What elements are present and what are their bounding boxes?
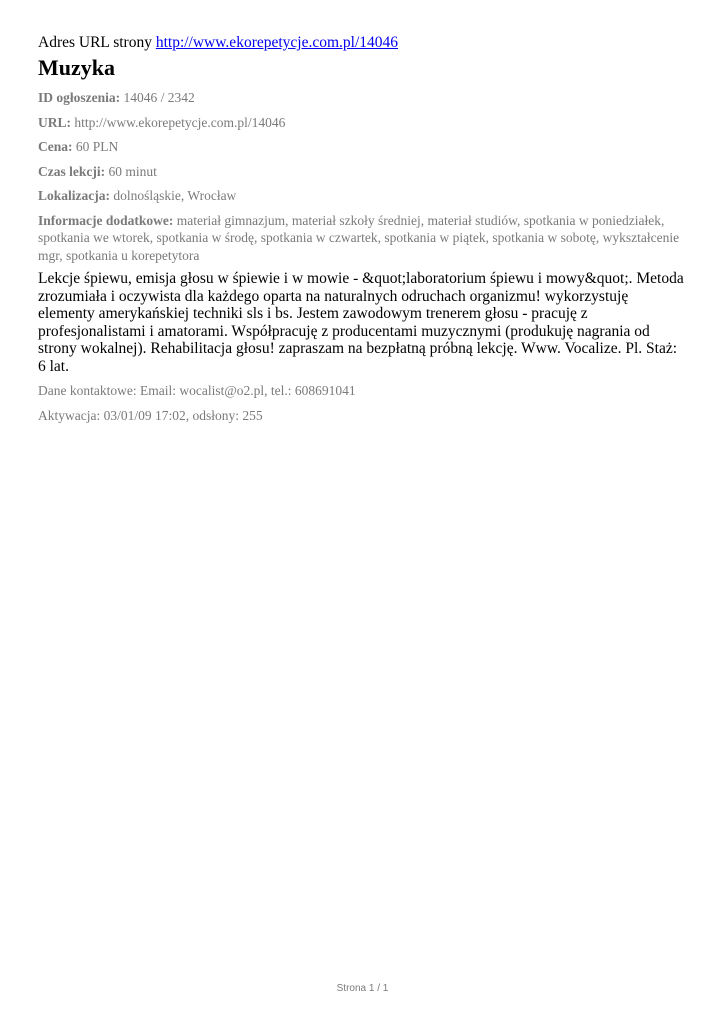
- field-additional-info-value: materiał gimnazjum, materiał szkoły średniej, materiał studiów, spotkania w poniedziałek, spotkania we wtorek, spotkania w środę, spotkania w czwartek, spotkania w piątek, spotkania w sobotę, wykształcenie mgr, spotkania u korepetytora: [38, 212, 680, 263]
- page-title: Muzyka: [38, 55, 115, 80]
- field-additional-info: [38, 212, 688, 265]
- field-price: [38, 138, 688, 156]
- field-id: [38, 89, 688, 107]
- activation-info: Aktywacja: 03/01/09 17:02, odsłony: 255: [38, 407, 263, 423]
- ad-description: Lekcje śpiewu, emisja głosu w śpiewie i w mowie - &quot;laboratorium śpiewu i mowy&quot;. Metoda zrozumiała i oczywista dla każdego oparta na naturalnych odruchach organizmu! wykorzystuję elementy amerykańskiej techniki sls i bs. Jestem zawodowym trenerem głosu - pracuję z profesjonalistami i amatorami. Współpracuję z producentami muzycznymi (produkuję nagrania od strony wokalnej). Rehabilitacja głosu! zapraszam na bezpłatną próbną lekcję. Www. Vocalize. Pl. Staż: 6 lat.: [38, 270, 684, 375]
- field-price-value: 60 PLN: [75, 139, 119, 154]
- source-url-prefix: Adres URL strony: [38, 34, 152, 51]
- source-url-link[interactable]: http://www.ekorepetycje.com.pl/14046: [155, 34, 399, 51]
- field-lesson-time-label: Czas lekcji:: [38, 163, 106, 179]
- field-id-value: 14046 / 2342: [123, 90, 195, 105]
- field-id-label: ID ogłoszenia:: [38, 90, 121, 105]
- field-location-label: Lokalizacja:: [38, 188, 110, 203]
- field-url: [38, 114, 688, 132]
- field-location: [38, 187, 688, 205]
- field-price-label: Cena:: [38, 139, 73, 154]
- page-number-footer: Strona 1 / 1: [336, 983, 389, 994]
- contact-details: Dane kontaktowe: Email: wocalist@o2.pl, tel.: 608691041: [38, 383, 356, 398]
- source-url-line: [38, 33, 688, 53]
- field-url-label: URL:: [38, 114, 71, 130]
- document-page: [38, 33, 688, 431]
- field-lesson-time: [38, 163, 688, 181]
- field-additional-info-label: Informacje dodatkowe:: [38, 212, 174, 228]
- field-location-value: dolnośląskie, Wrocław: [113, 188, 237, 203]
- field-lesson-time-value: 60 minut: [108, 163, 157, 179]
- field-url-value: http://www.ekorepetycje.com.pl/14046: [74, 114, 286, 130]
